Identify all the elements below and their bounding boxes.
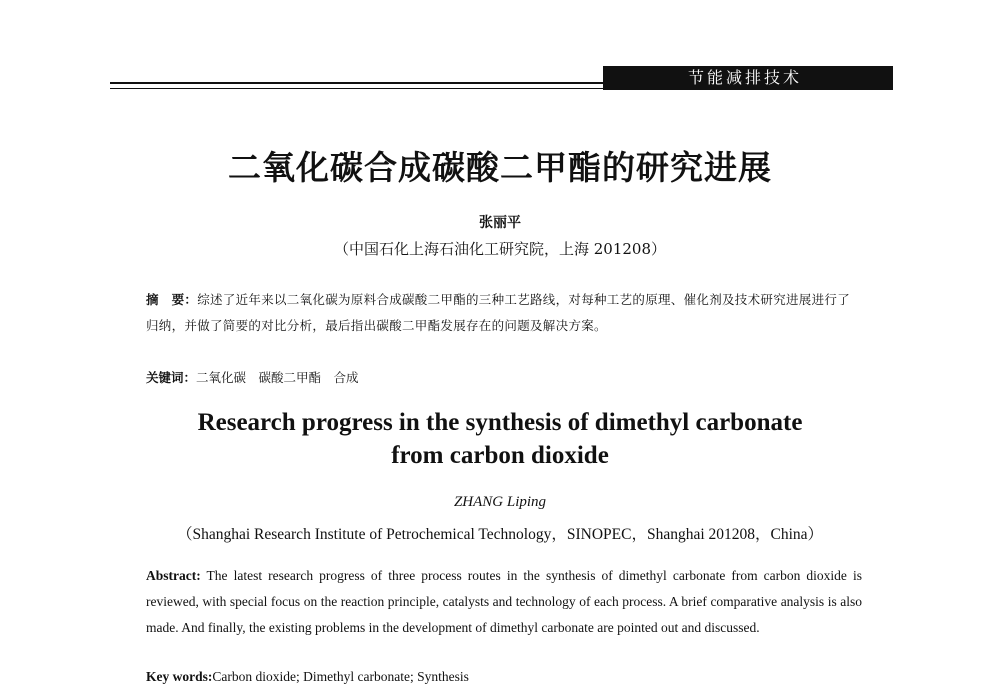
paper-title-en-line2: from carbon dioxide: [391, 442, 609, 469]
author-en: ZHANG Liping: [453, 494, 547, 510]
header-rule: [110, 82, 605, 84]
abstract-cn: [146, 287, 862, 339]
abstract-cn-label: 摘 要：: [146, 292, 198, 307]
abstract-cn-text: 综述了近年来以二氧化碳为原料合成碳酸二甲酯的三种工艺路线，对每种工艺的原理、催化剂及技术研究进展进行了归纳，并做了简要的对比分析，最后指出碳酸二甲酯发展存在的问题及解决方案。: [146, 292, 851, 333]
abstract-en: [146, 563, 862, 641]
abstract-en-text: The latest research progress of three process routes in the synthesis of dimethyl carbonate from carbon dioxide is reviewed, with special focus on the reaction principle, catalysts and technology of each process. A brief comparative analysis is also made. And finally, the existing problems in the development of dimethyl carbonate are pointed out and discussed.: [146, 568, 862, 635]
keywords-cn: [146, 368, 359, 386]
paper-title-cn: 二氧化碳合成碳酸二甲酯的研究进展: [228, 148, 772, 187]
affiliation-cn: （中国石化上海石油化工研究院，上海 201208）: [333, 240, 667, 258]
affiliation-en: （Shanghai Research Institute of Petrochemical Technology，SINOPEC，Shanghai 201208，China）: [176, 526, 824, 543]
keywords-en: [146, 669, 469, 685]
keywords-en-text: Carbon dioxide; Dimethyl carbonate; Synthesis: [212, 669, 469, 684]
abstract-en-label: Abstract:: [146, 568, 201, 583]
author-cn: 张丽平: [479, 215, 521, 231]
section-label: 节能减排技术: [688, 68, 803, 87]
keywords-cn-label: 关键词：: [146, 370, 197, 385]
keywords-cn-text: 二氧化碳 碳酸二甲酯 合成: [196, 370, 359, 385]
paper-title-en-line1: Research progress in the synthesis of dimethyl carbonate: [197, 409, 803, 436]
paper-title-en: [0, 406, 1000, 472]
header-rule-thin: [110, 88, 605, 89]
keywords-en-label: Key words:: [146, 669, 213, 684]
